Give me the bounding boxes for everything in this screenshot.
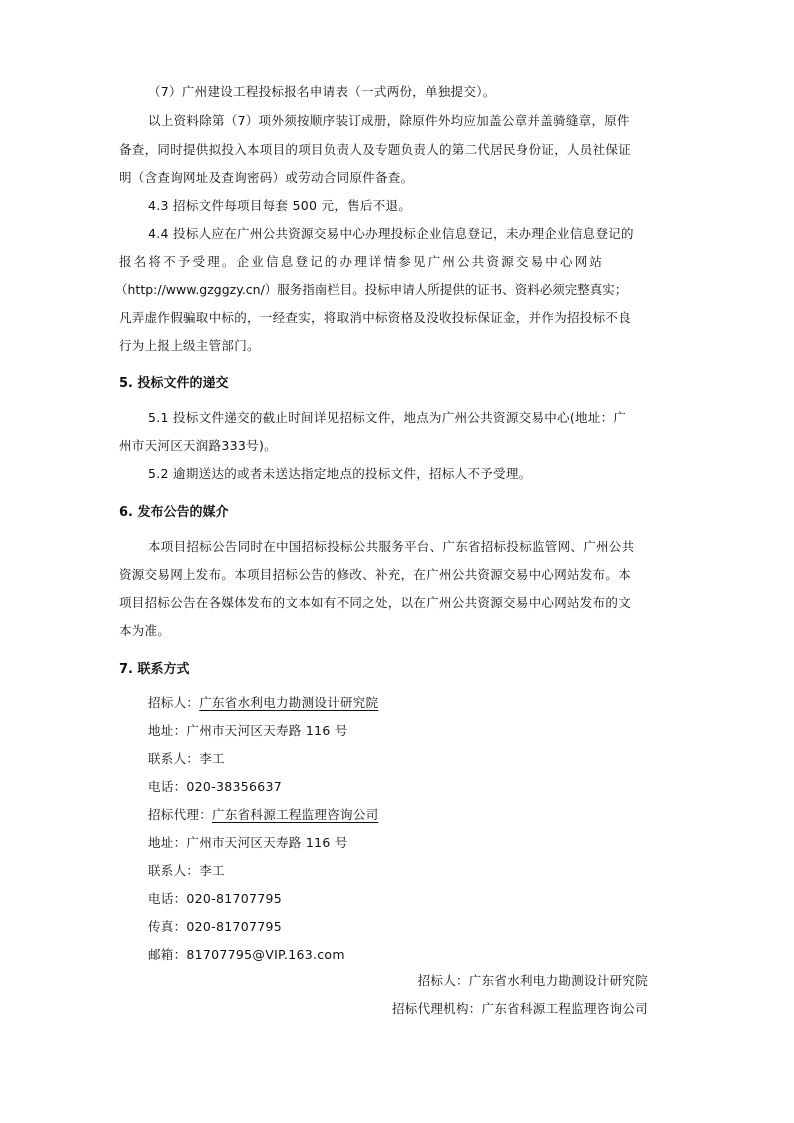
agent-row [148, 805, 378, 823]
paragraph-line: 本项目招标公告同时在中国招标投标公共服务平台、广东省招标投标监管网、广州公共 [148, 539, 635, 554]
paragraph-line: 本为准。 [119, 623, 171, 638]
section-heading: 7. 联系方式 [119, 662, 190, 677]
list-item: （7）广州建设工程投标报名申请表（一式两份，单独提交）。 [148, 84, 496, 99]
address-line: 地址：广州市天河区天寿路 116 号 [148, 723, 348, 738]
address-line: 地址：广州市天河区天寿路 116 号 [148, 835, 348, 850]
paragraph-line: 以上资料除第（7）项外须按顺序装订成册，除原件外均应加盖公章并盖骑缝章，原件 [148, 113, 630, 128]
phone-line: 电话：020-38356637 [148, 779, 282, 794]
section-heading: 5. 投标文件的递交 [119, 376, 229, 391]
fax-line: 传真：020-81707795 [148, 919, 282, 934]
paragraph-line: 4.3 招标文件每项目每套 500 元，售后不退。 [148, 198, 412, 213]
paragraph-line: 明（含查询网址及查询密码）或劳动合同原件备查。 [119, 170, 414, 185]
tenderer-label: 招标人： [148, 695, 200, 710]
paragraph-line: 报名将不予受理。企业信息登记的办理详情参见广州公共资源交易中心网站 [119, 254, 605, 269]
paragraph-line: 凡弄虚作假骗取中标的，一经查实，将取消中标资格及没收投标保证金，并作为招投标不良 [119, 310, 632, 325]
paragraph-line: 5.2 逾期送达的或者未送达指定地点的投标文件，招标人不予受理。 [148, 466, 532, 481]
email-line: 邮箱：81707795@VIP.163.com [148, 947, 345, 962]
paragraph-line: 项目招标公告在各媒体发布的文本如有不同之处，以在广州公共资源交易中心网站发布的文 [119, 595, 632, 610]
paragraph-line: 州市天河区天润路333号)。 [119, 438, 277, 453]
phone-line: 电话：020-81707795 [148, 891, 282, 906]
contact-line: 联系人：李工 [148, 863, 225, 878]
paragraph-line: 5.1 投标文件递交的截止时间详见招标文件，地点为广州公共资源交易中心(地址：广 [148, 410, 627, 425]
section-heading: 6. 发布公告的媒介 [119, 505, 229, 520]
tenderer-name: 广东省水利电力勘测设计研究院 [199, 695, 379, 710]
contact-line: 联系人：李工 [148, 751, 225, 766]
signature-tenderer: 招标人：广东省水利电力勘测设计研究院 [417, 973, 648, 988]
paragraph-line: 4.4 投标人应在广州公共资源交易中心办理投标企业信息登记，未办理企业信息登记的 [148, 226, 634, 241]
agent-name: 广东省科源工程监理咨询公司 [212, 807, 379, 822]
paragraph-line: 行为上报上级主管部门。 [119, 338, 260, 353]
agent-label: 招标代理： [148, 807, 213, 822]
paragraph-line: 资源交易网上发布。本项目招标公告的修改、补充，在广州公共资源交易中心网站发布。本 [119, 567, 632, 582]
paragraph-line: （http://www.gzggzy.cn/）服务指南栏目。投标申请人所提供的证书、资料必须完整真实； [115, 282, 628, 297]
signature-agent: 招标代理机构：广东省科源工程监理咨询公司 [391, 1001, 648, 1016]
tenderer-row [148, 693, 378, 711]
paragraph-line: 备查，同时提供拟投入本项目的项目负责人及专题负责人的第二代居民身份证，人员社保证 [119, 142, 632, 157]
